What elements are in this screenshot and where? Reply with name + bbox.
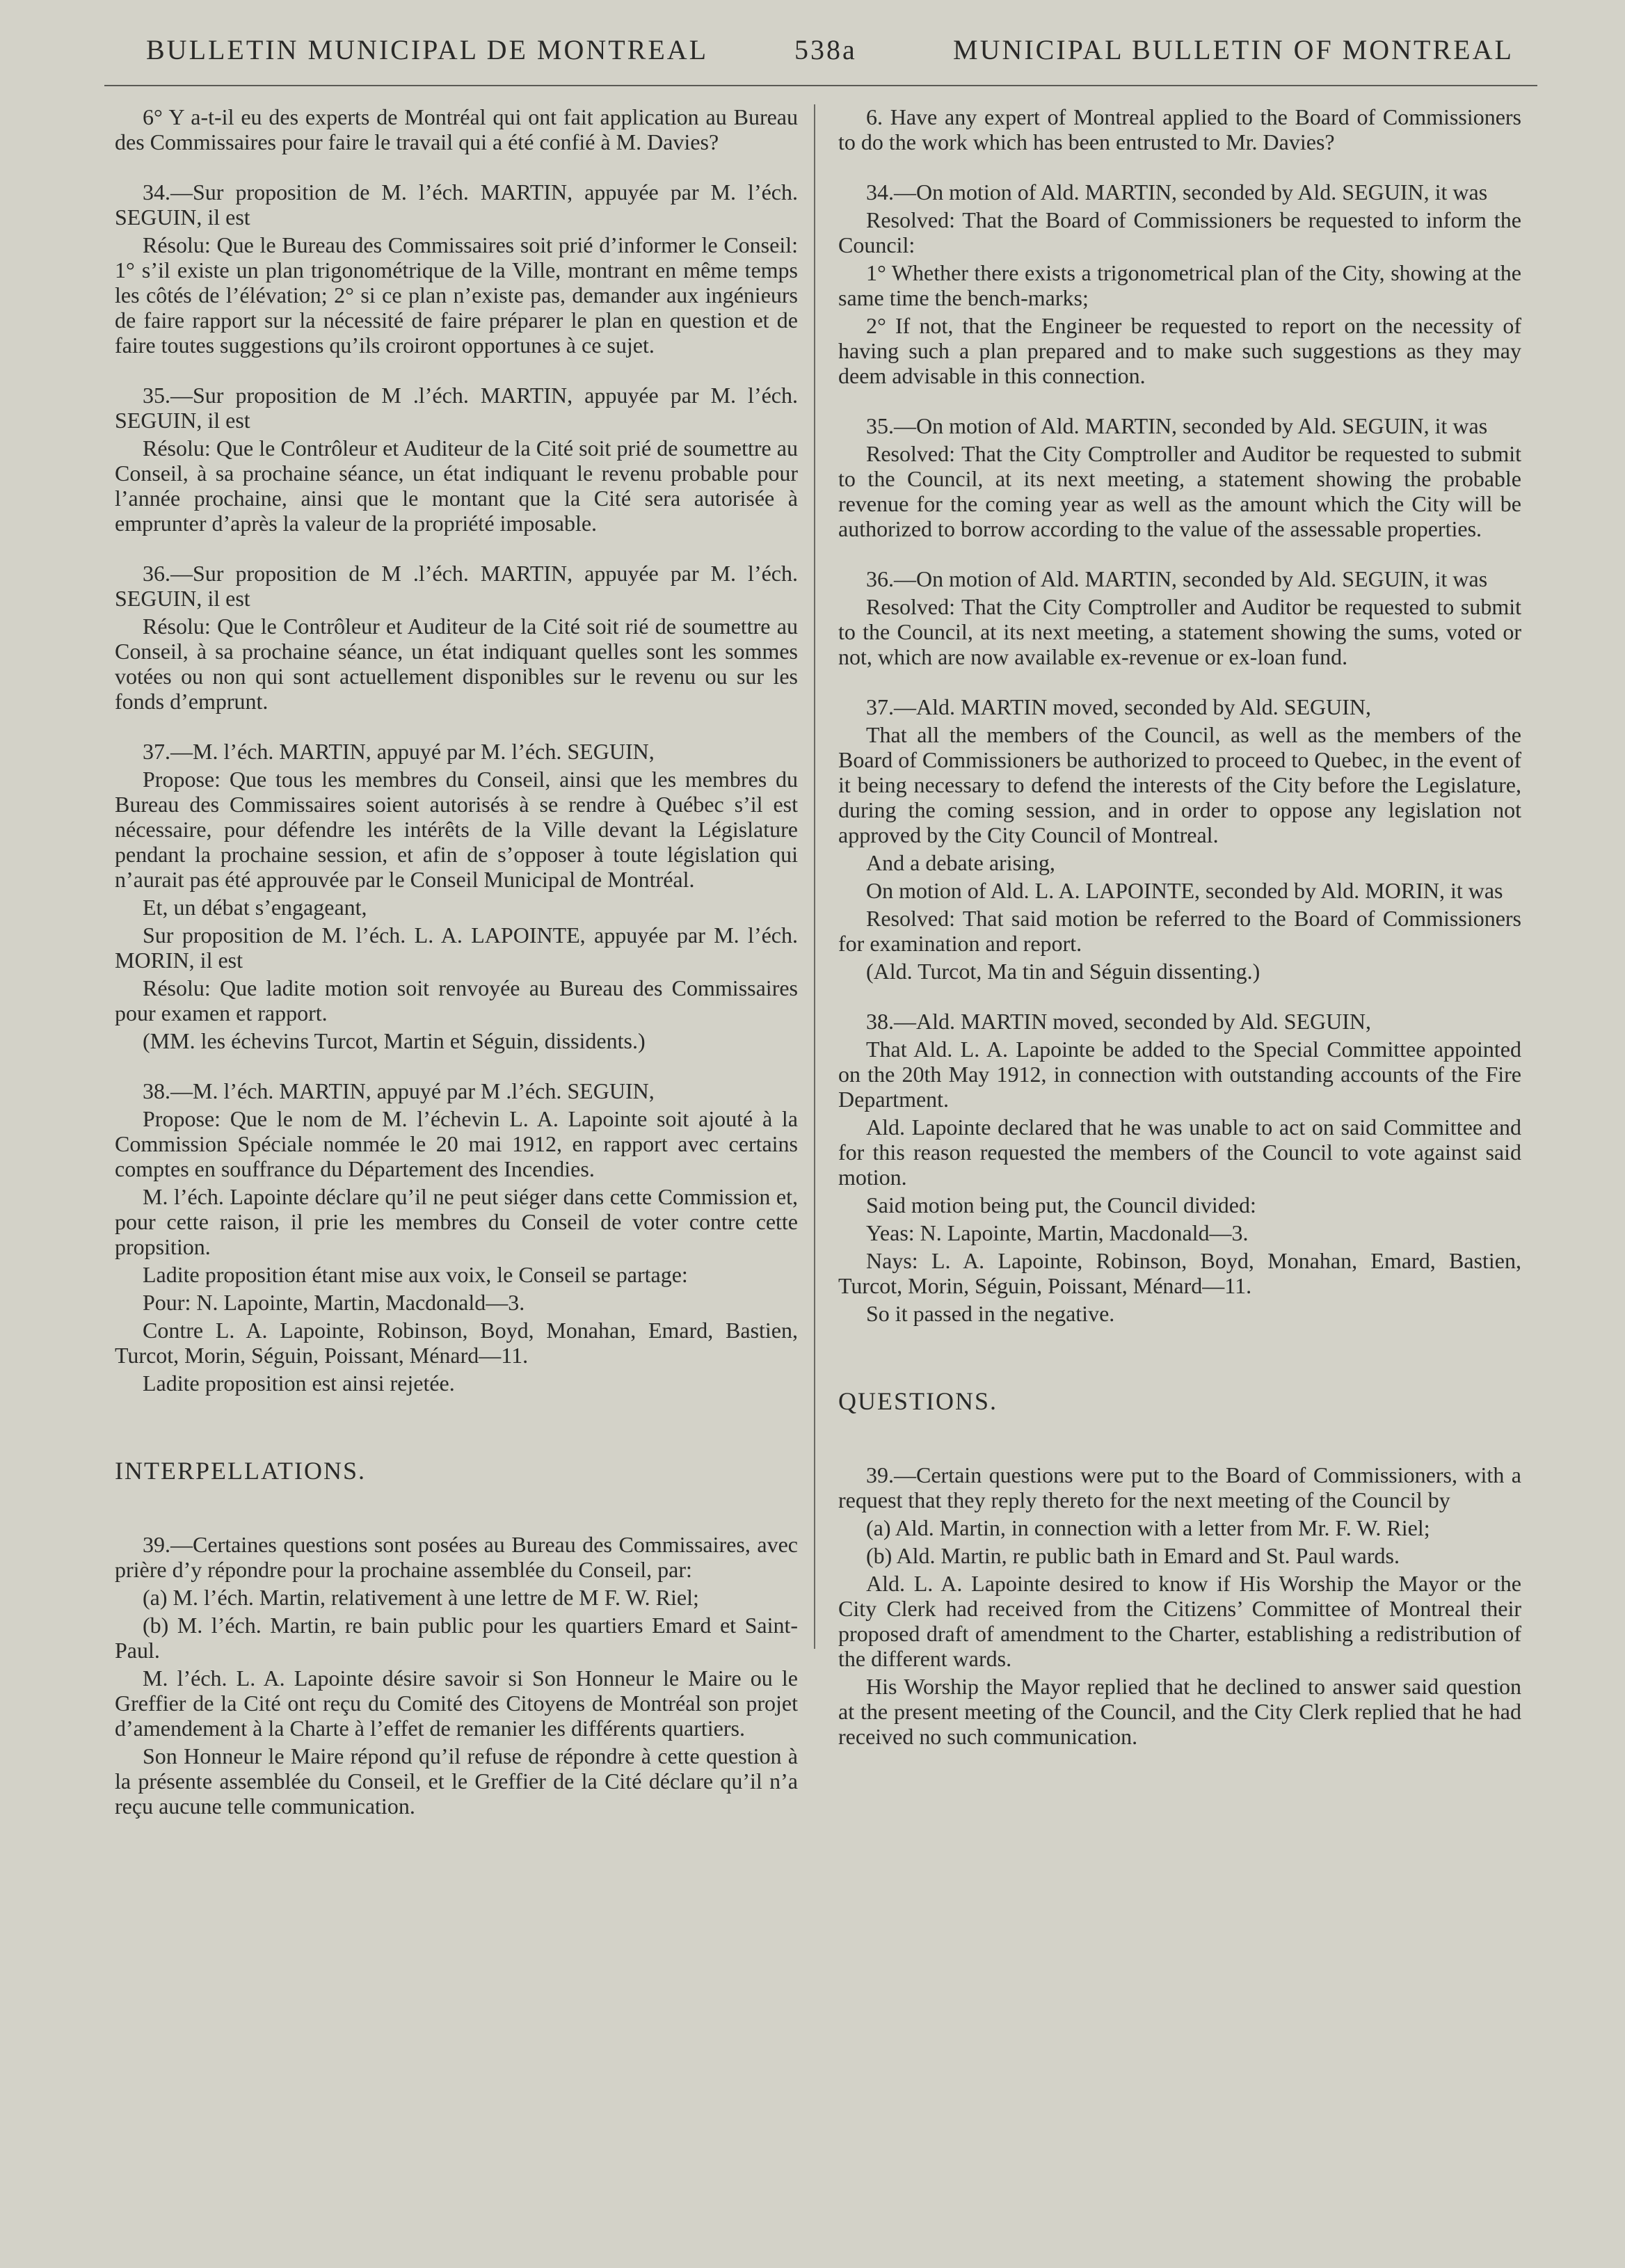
questions-39-b-en: (b) Ald. Martin, re public bath in Emard and St. Paul wards. (866, 1543, 1400, 1568)
resolution-35-text-fr: Résolu: Que le Contrôleur et Auditeur de la Cité soit prié de soumettre au Conseil, à sa prochaine séance, un état indiquant le revenu probable pour l’année prochaine, ainsi que le montant que la Cité sera autorisée à emprunter d’après la valeur de la propriété imposable. (115, 436, 798, 536)
motion-37-dissent-en: (Ald. Turcot, Ma tin and Séguin dissenting.) (866, 959, 1260, 984)
resolution-35-intro-en: 35.—On motion of Ald. MARTIN, seconded by Ald. SEGUIN, it was (866, 413, 1488, 438)
resolution-34-intro-fr: 34.—Sur proposition de M. l’éch. MARTIN, appuyée par M. l’éch. SEGUIN, il est (115, 179, 798, 230)
questions-39-intro-en: 39.—Certain questions were put to the Board of Commissioners, with a request that they reply thereto for the next meeting of the Council by (838, 1462, 1521, 1512)
motion-38-result-en: So it passed in the negative. (866, 1301, 1115, 1326)
resolution-34-text-fr: Résolu: Que le Bureau des Commissaires soit prié d’informer le Conseil: 1° s’il existe un plan trigonométrique de la Ville, montrant en même temps les côtés de l’élévation; 2° si ce plan n’existe pas, demander aux ingénieurs de faire rapport sur la nécessité de faire préparer le plan en question et de faire toutes suggestions qu’ils croiront opportunes à ce sujet. (115, 232, 798, 358)
motion-37-intro-fr: 37.—M. l’éch. MARTIN, appuyé par M. l’éch. SEGUIN, (143, 739, 655, 764)
interpellations-heading: INTERPELLATIONS. (115, 1457, 366, 1485)
resolution-35-text-en: Resolved: That the City Comptroller and Auditor be requested to submit to the Council, at its next meeting, a statement showing the probable revenue for the coming year as well as the amount which the City will be authorized to borrow according to the value of the assessable properties. (838, 441, 1521, 541)
motion-38-nays-en: Nays: L. A. Lapointe, Robinson, Boyd, Monahan, Emard, Bastien, Turcot, Morin, Séguin, Poissant, Ménard—11. (838, 1248, 1521, 1298)
questions-39-mayor-fr: Son Honneur le Maire répond qu’il refuse de répondre à cette question à la présente assemblée du Conseil, et le Greffier de la Cité déclare qu’il n’a reçu aucune telle communication. (115, 1743, 798, 1819)
motion-37-debate-en: And a debate arising, (866, 850, 1055, 875)
resolution-36-text-fr: Résolu: Que le Contrôleur et Auditeur de la Cité soit rié de soumettre au Conseil, à sa prochaine séance, un état indiquant quelles sont les sommes votées ou non qui sont actuellement disponibles sur le revenu ou sur les fonds d’emprunt. (115, 614, 798, 714)
motion-37-text-en: That all the members of the Council, as well as the members of the Board of Commissioners be authorized to proceed to Quebec, in the event of it being necessary to defend the interests of the City before the Legislature, during the coming session, and in order to oppose any legislation not approved by the City Council of Montreal. (838, 722, 1521, 847)
header-rule (104, 85, 1537, 86)
questions-39-intro-fr: 39.—Certaines questions sont posées au Bureau des Commissaires, avec prière d’y répondre pour la prochaine assemblée du Conseil, par: (115, 1532, 798, 1582)
resolution-34-item-2-en: 2° If not, that the Engineer be requested to report on the necessity of having such a plan prepared and to make such suggestions as they may deem advisable in this connection. (838, 313, 1521, 388)
resolution-34-intro-en: 34.—On motion of Ald. MARTIN, seconded by Ald. SEGUIN, it was (866, 179, 1488, 205)
resolution-35-intro-fr: 35.—Sur proposition de M .l’éch. MARTIN, appuyée par M. l’éch. SEGUIN, il est (115, 383, 798, 433)
header-english-title: MUNICIPAL BULLETIN OF MONTREAL (953, 34, 1514, 65)
motion-38-intro-en: 38.—Ald. MARTIN moved, seconded by Ald. SEGUIN, (866, 1009, 1372, 1034)
motion-38-result-fr: Ladite proposition est ainsi rejetée. (143, 1371, 455, 1396)
motion-38-vote-fr: Ladite proposition étant mise aux voix, le Conseil se partage: (143, 1262, 688, 1287)
questions-39-a-en: (a) Ald. Martin, in connection with a letter from Mr. F. W. Riel; (866, 1515, 1430, 1540)
motion-37-dissent-fr: (MM. les échevins Turcot, Martin et Séguin, dissidents.) (143, 1028, 646, 1053)
resolution-36-intro-en: 36.—On motion of Ald. MARTIN, seconded by Ald. SEGUIN, it was (866, 566, 1488, 591)
questions-39-b-fr: (b) M. l’éch. Martin, re bain public pour les quartiers Emard et Saint-Paul. (115, 1613, 798, 1663)
questions-39-a-fr: (a) M. l’éch. Martin, relativement à une lettre de M F. W. Riel; (143, 1585, 699, 1610)
french-column (115, 104, 798, 1819)
english-column (838, 104, 1521, 1749)
motion-37-amendment-fr: Sur proposition de M. l’éch. L. A. LAPOINTE, appuyée par M. l’éch. MORIN, il est (115, 923, 798, 973)
motion-37-amendment-en: On motion of Ald. L. A. LAPOINTE, seconded by Ald. MORIN, it was (866, 878, 1503, 903)
resolution-34-item-1-en: 1° Whether there exists a trigonometrical plan of the City, showing at the same time the bench-marks; (838, 260, 1521, 310)
questions-heading: QUESTIONS. (838, 1387, 998, 1415)
resolution-34-text-en: Resolved: That the Board of Commissioners be requested to inform the Council: (838, 207, 1521, 257)
motion-38-text-fr: Propose: Que le nom de M. l’échevin L. A. Lapointe soit ajouté à la Commission Spéciale nommée le 20 mai 1912, en rapport avec certains comptes en souffrance du Département des Incendies. (115, 1106, 798, 1181)
motion-38-intro-fr: 38.—M. l’éch. MARTIN, appuyé par M .l’éch. SEGUIN, (143, 1078, 655, 1103)
questions-39-mayor-en: His Worship the Mayor replied that he declined to answer said question at the present meeting of the Council, and the City Clerk replied that he had received no such communication. (838, 1674, 1521, 1749)
question-6-en: 6. Have any expert of Montreal applied to the Board of Commissioners to do the work which has been entrusted to Mr. Davies? (838, 104, 1521, 154)
motion-37-resolution-fr: Résolu: Que ladite motion soit renvoyée au Bureau des Commissaires pour examen et rapport. (115, 975, 798, 1025)
motion-38-declaration-en: Ald. Lapointe declared that he was unable to act on said Committee and for this reason requested the members of the Council to vote against said motion. (838, 1115, 1521, 1190)
resolution-36-intro-fr: 36.—Sur proposition de M .l’éch. MARTIN, appuyée par M. l’éch. SEGUIN, il est (115, 561, 798, 611)
motion-38-declaration-fr: M. l’éch. Lapointe déclare qu’il ne peut siéger dans cette Commission et, pour cette raison, il prie les membres du Conseil de voter contre cette propsition. (115, 1184, 798, 1259)
motion-37-intro-en: 37.—Ald. MARTIN moved, seconded by Ald. SEGUIN, (866, 694, 1372, 719)
column-divider (814, 104, 815, 1649)
motion-38-vote-en: Said motion being put, the Council divided: (866, 1192, 1256, 1217)
motion-38-yeas-en: Yeas: N. Lapointe, Martin, Macdonald—3. (866, 1220, 1249, 1245)
motion-38-against-fr: Contre L. A. Lapointe, Robinson, Boyd, Monahan, Emard, Bastien, Turcot, Morin, Séguin, Poissant, Ménard—11. (115, 1318, 798, 1368)
motion-37-resolution-en: Resolved: That said motion be referred to the Board of Commissioners for examination and report. (838, 906, 1521, 956)
motion-37-debate-fr: Et, un débat s’engageant, (143, 895, 367, 920)
motion-38-text-en: That Ald. L. A. Lapointe be added to the Special Committee appointed on the 20th May 1912, in connection with outstanding accounts of the Fire Department. (838, 1037, 1521, 1112)
motion-38-for-fr: Pour: N. Lapointe, Martin, Macdonald—3. (143, 1290, 525, 1315)
question-6-fr: 6° Y a-t-il eu des experts de Montréal qui ont fait application au Bureau des Commissaires pour faire le travail qui a été confié à M. Davies? (115, 104, 798, 154)
motion-37-text-fr: Propose: Que tous les membres du Conseil, ainsi que les membres du Bureau des Commissaires soient autorisés à se rendre à Québec s’il est nécessaire, pour défendre les intérêts de la Ville devant la Législature pendant la prochaine session, et afin de s’opposer à toute législation qui n’aurait pas été approuvée par le Conseil Municipal de Montréal. (115, 767, 798, 892)
questions-39-lapointe-fr: M. l’éch. L. A. Lapointe désire savoir si Son Honneur le Maire ou le Greffier de la Cité ont reçu du Comité des Citoyens de Montréal son projet d’amendement à la Charte à l’effet de remanier les différents quartiers. (115, 1666, 798, 1741)
questions-39-lapointe-en: Ald. L. A. Lapointe desired to know if His Worship the Mayor or the City Clerk had received from the Citizens’ Committee of Montreal their proposed draft of amendment to the Charter, establishing a redistribution of the different wards. (838, 1571, 1521, 1671)
running-header (0, 33, 1625, 75)
header-french-title: BULLETIN MUNICIPAL DE MONTREAL (146, 34, 709, 65)
page-number: 538a (794, 34, 857, 65)
resolution-36-text-en: Resolved: That the City Comptroller and Auditor be requested to submit to the Council, at its next meeting, a statement showing the sums, voted or not, which are now available ex-revenue or ex-loan fund. (838, 594, 1521, 669)
